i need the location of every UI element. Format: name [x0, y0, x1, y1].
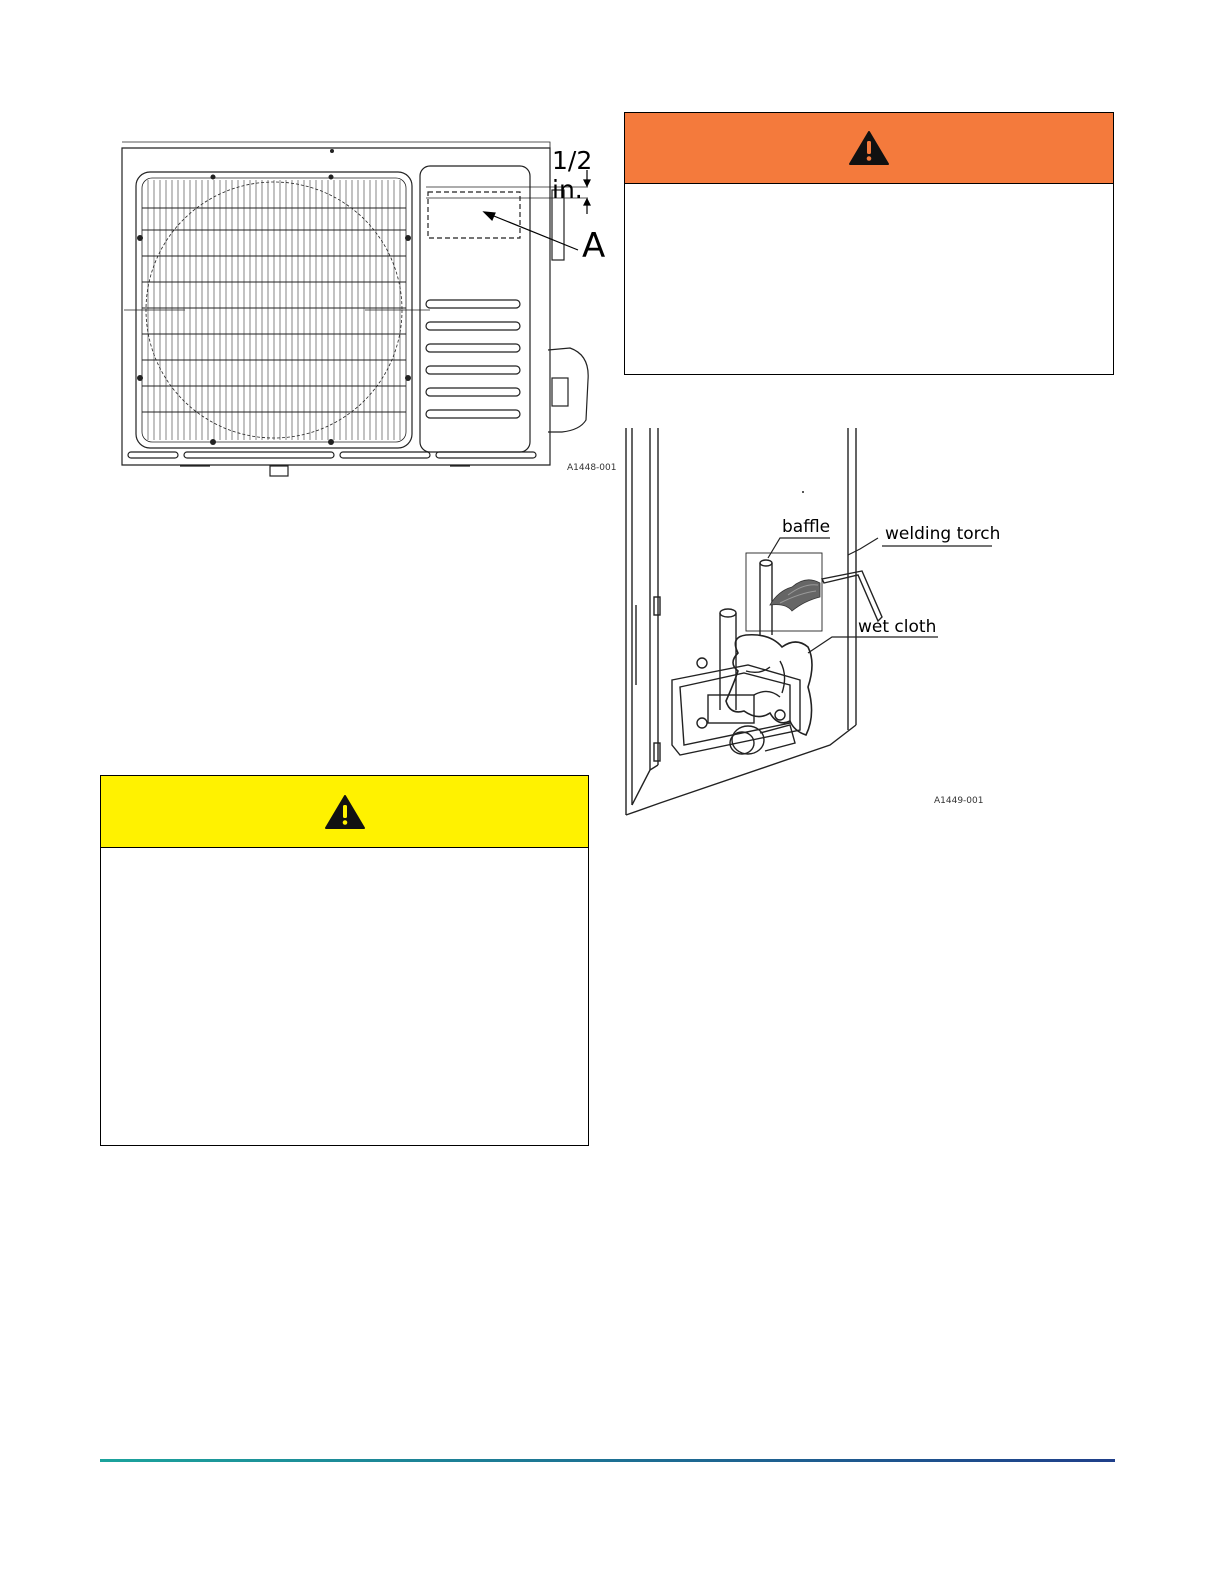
outdoor-unit-figure	[100, 130, 620, 490]
label-welding-torch: welding torch	[885, 524, 1001, 544]
footer-rule	[100, 1459, 1115, 1462]
torch-flame	[770, 580, 820, 611]
label-wet-cloth: wet cloth	[858, 617, 937, 637]
warning-header	[625, 113, 1113, 184]
label-baffle: baffle	[782, 517, 831, 537]
warning-box	[624, 112, 1114, 375]
warning-triangle-icon	[848, 130, 890, 166]
brazing-drawing	[620, 425, 1040, 820]
figure-id: A1449-001	[934, 796, 984, 806]
figure-id: A1448-001	[567, 463, 617, 473]
dimension-label: 1/2 in.	[552, 146, 593, 204]
outdoor-unit-drawing	[100, 130, 620, 490]
callout-label-a: A	[582, 226, 606, 266]
brazing-figure	[620, 425, 1040, 820]
warning-triangle-icon	[324, 794, 366, 830]
caution-header	[101, 776, 588, 848]
caution-box	[100, 775, 589, 1146]
